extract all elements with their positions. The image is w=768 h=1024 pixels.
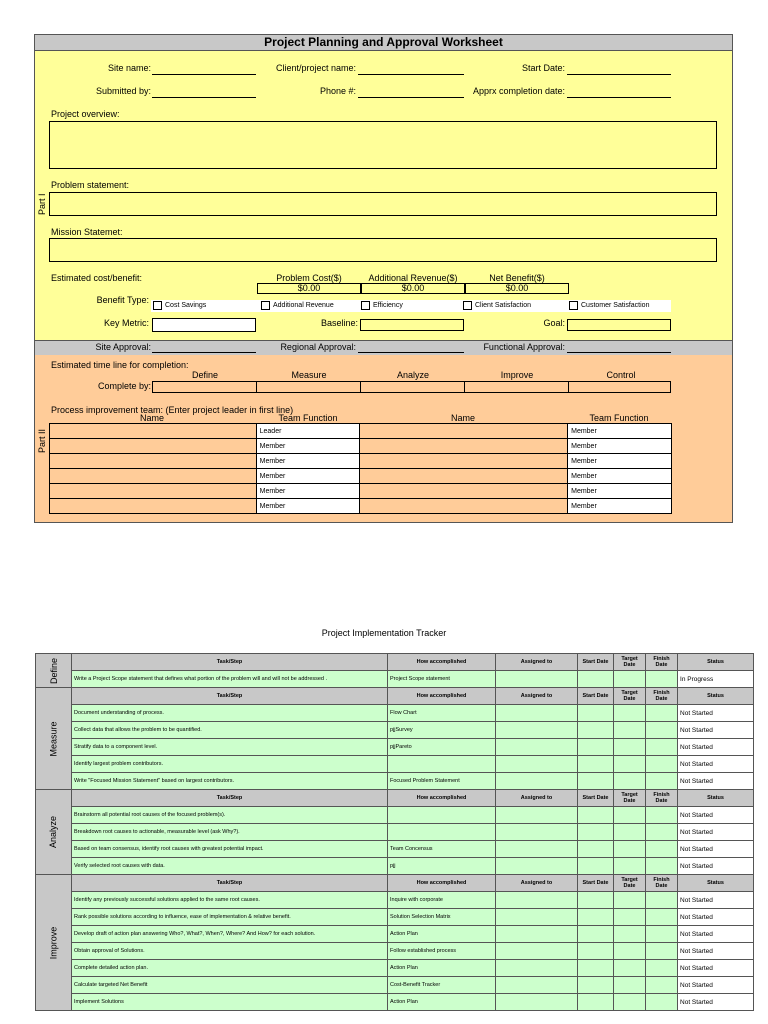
assigned-cell[interactable] bbox=[496, 909, 578, 926]
table-row bbox=[36, 756, 754, 773]
team-row bbox=[50, 499, 672, 514]
header-task: Task/Step bbox=[72, 790, 388, 807]
status-cell[interactable]: Not Started bbox=[678, 739, 754, 756]
checkbox-icon bbox=[463, 301, 472, 310]
task-cell: Calculate targeted Net Benefit bbox=[72, 977, 388, 994]
tracker-table bbox=[35, 653, 754, 1011]
status-cell[interactable]: Not Started bbox=[678, 892, 754, 909]
status-cell[interactable]: Not Started bbox=[678, 807, 754, 824]
how-cell[interactable] bbox=[388, 824, 496, 841]
finish-cell[interactable] bbox=[646, 977, 678, 994]
target-cell[interactable] bbox=[614, 722, 646, 739]
how-cell[interactable]: Team Concensus bbox=[388, 841, 496, 858]
target-cell[interactable] bbox=[614, 756, 646, 773]
team-function-cell[interactable]: Member bbox=[256, 499, 360, 514]
submitted-by-label: Submitted by: bbox=[95, 86, 151, 96]
table-row bbox=[36, 994, 754, 1011]
problem-cost-value[interactable]: $0.00 bbox=[257, 283, 361, 294]
how-cell[interactable] bbox=[388, 756, 496, 773]
team-name-cell[interactable] bbox=[360, 499, 568, 514]
phase-label-define: Define bbox=[36, 654, 72, 688]
team-name-cell[interactable] bbox=[360, 439, 568, 454]
assigned-cell[interactable] bbox=[496, 841, 578, 858]
team-function-cell[interactable]: Member bbox=[568, 484, 672, 499]
finish-cell[interactable] bbox=[646, 858, 678, 875]
problem-cost-label: Problem Cost($) bbox=[276, 273, 342, 283]
header-how: How accomplished bbox=[388, 875, 496, 892]
tracker-header-row bbox=[36, 654, 754, 671]
net-benefit-label: Net Benefit($) bbox=[489, 273, 545, 283]
status-cell[interactable]: Not Started bbox=[678, 926, 754, 943]
header-assigned: Assigned to bbox=[496, 654, 578, 671]
phase-control: Control bbox=[606, 370, 636, 380]
team-table bbox=[49, 423, 672, 514]
finish-cell[interactable] bbox=[646, 994, 678, 1011]
table-row bbox=[36, 858, 754, 875]
finish-cell[interactable] bbox=[646, 773, 678, 790]
target-cell[interactable] bbox=[614, 926, 646, 943]
team-name-cell[interactable] bbox=[50, 484, 257, 499]
target-cell[interactable] bbox=[614, 773, 646, 790]
target-cell[interactable] bbox=[614, 960, 646, 977]
task-cell: Breakdown root causes to actionable, measurable level (ask Why?). bbox=[72, 824, 388, 841]
team-name-header-right: Name bbox=[450, 413, 475, 423]
how-cell[interactable]: Flow Chart bbox=[388, 705, 496, 722]
status-cell[interactable]: Not Started bbox=[678, 705, 754, 722]
team-name-cell[interactable] bbox=[360, 484, 568, 499]
start-cell[interactable] bbox=[578, 773, 614, 790]
status-cell[interactable]: In Progress bbox=[678, 671, 754, 688]
phase-improve: Improve bbox=[500, 370, 534, 380]
finish-cell[interactable] bbox=[646, 926, 678, 943]
assigned-cell[interactable] bbox=[496, 943, 578, 960]
status-cell[interactable]: Not Started bbox=[678, 841, 754, 858]
start-cell[interactable] bbox=[578, 994, 614, 1011]
target-cell[interactable] bbox=[614, 739, 646, 756]
table-row bbox=[36, 909, 754, 926]
header-finish: Finish Date bbox=[646, 688, 678, 705]
header-target: Target Date bbox=[614, 790, 646, 807]
part-one-label: Part I bbox=[37, 193, 47, 215]
assigned-cell[interactable] bbox=[496, 756, 578, 773]
start-cell[interactable] bbox=[578, 807, 614, 824]
assigned-cell[interactable] bbox=[496, 824, 578, 841]
how-cell[interactable] bbox=[388, 807, 496, 824]
benefit-efficiency[interactable]: Efficiency bbox=[361, 300, 403, 312]
overview-input[interactable] bbox=[49, 121, 717, 169]
task-cell: Collect data that allows the problem to be quantified. bbox=[72, 722, 388, 739]
baseline-input[interactable] bbox=[360, 319, 464, 331]
header-start: Start Date bbox=[578, 654, 614, 671]
goal-label: Goal: bbox=[543, 318, 565, 328]
team-function-cell[interactable]: Member bbox=[568, 469, 672, 484]
table-row bbox=[36, 841, 754, 858]
phase-label-analyze: Analyze bbox=[36, 790, 72, 875]
header-how: How accomplished bbox=[388, 688, 496, 705]
task-cell: Complete detailed action plan. bbox=[72, 960, 388, 977]
task-cell: Obtain approval of Solutions. bbox=[72, 943, 388, 960]
assigned-cell[interactable] bbox=[496, 994, 578, 1011]
how-cell[interactable]: pjjPareto bbox=[388, 739, 496, 756]
start-cell[interactable] bbox=[578, 858, 614, 875]
status-cell[interactable]: Not Started bbox=[678, 960, 754, 977]
key-metric-label: Key Metric: bbox=[103, 318, 149, 328]
benefit-customer-satisfaction[interactable]: Customer Satisfaction bbox=[569, 300, 649, 312]
team-function-cell[interactable]: Member bbox=[568, 499, 672, 514]
team-name-cell[interactable] bbox=[360, 469, 568, 484]
team-name-cell[interactable] bbox=[50, 469, 257, 484]
regional-approval-label: Regional Approval: bbox=[280, 342, 356, 352]
header-task: Task/Step bbox=[72, 688, 388, 705]
header-target: Target Date bbox=[614, 654, 646, 671]
status-cell[interactable]: Not Started bbox=[678, 977, 754, 994]
tracker-header-row bbox=[36, 688, 754, 705]
task-cell: Document understanding of process. bbox=[72, 705, 388, 722]
target-cell[interactable] bbox=[614, 909, 646, 926]
assigned-cell[interactable] bbox=[496, 926, 578, 943]
header-start: Start Date bbox=[578, 790, 614, 807]
team-function-cell[interactable]: Member bbox=[568, 424, 672, 439]
team-function-cell[interactable]: Member bbox=[256, 484, 360, 499]
header-assigned: Assigned to bbox=[496, 875, 578, 892]
assigned-cell[interactable] bbox=[496, 739, 578, 756]
task-cell: Identify any previously successful solutions applied to the same root causes. bbox=[72, 892, 388, 909]
benefit-cost-savings[interactable]: Cost Savings bbox=[153, 300, 206, 312]
header-finish: Finish Date bbox=[646, 875, 678, 892]
header-task: Task/Step bbox=[72, 654, 388, 671]
target-cell[interactable] bbox=[614, 858, 646, 875]
problem-label: Problem statement: bbox=[51, 180, 130, 190]
start-cell[interactable] bbox=[578, 943, 614, 960]
part-one-section bbox=[35, 51, 732, 357]
start-cell[interactable] bbox=[578, 909, 614, 926]
team-row bbox=[50, 469, 672, 484]
task-cell: Brainstorm all potential root causes of the focused problem(s). bbox=[72, 807, 388, 824]
baseline-label: Baseline: bbox=[320, 318, 358, 328]
header-assigned: Assigned to bbox=[496, 688, 578, 705]
start-cell[interactable] bbox=[578, 926, 614, 943]
assigned-cell[interactable] bbox=[496, 773, 578, 790]
checkbox-icon bbox=[361, 301, 370, 310]
phase-define: Define bbox=[191, 370, 218, 380]
functional-approval-label: Functional Approval: bbox=[483, 342, 565, 352]
tracker-header-row bbox=[36, 790, 754, 807]
table-row bbox=[36, 671, 754, 688]
how-cell[interactable]: Inquire with corporate bbox=[388, 892, 496, 909]
assigned-cell[interactable] bbox=[496, 977, 578, 994]
complete-by-label: Complete by: bbox=[97, 381, 151, 391]
target-cell[interactable] bbox=[614, 705, 646, 722]
task-cell: Write a Project Scope statement that defines what portion of the problem will and will not be addressed . bbox=[72, 671, 388, 688]
table-row bbox=[36, 824, 754, 841]
assigned-cell[interactable] bbox=[496, 807, 578, 824]
header-how: How accomplished bbox=[388, 654, 496, 671]
site-approval-field[interactable] bbox=[152, 342, 256, 353]
header-task: Task/Step bbox=[72, 875, 388, 892]
status-cell[interactable]: Not Started bbox=[678, 756, 754, 773]
start-cell[interactable] bbox=[578, 824, 614, 841]
phase-measure: Measure bbox=[291, 370, 327, 380]
header-target: Target Date bbox=[614, 875, 646, 892]
overview-label: Project overview: bbox=[51, 109, 120, 119]
tracker-header-row bbox=[36, 875, 754, 892]
completion-date-field[interactable] bbox=[567, 87, 671, 98]
goal-input[interactable] bbox=[567, 319, 671, 331]
start-cell[interactable] bbox=[578, 739, 614, 756]
client-project-label: Client/project name: bbox=[275, 63, 356, 73]
how-cell[interactable]: pjjSurvey bbox=[388, 722, 496, 739]
start-cell[interactable] bbox=[578, 960, 614, 977]
worksheet-title: Project Planning and Approval Worksheet bbox=[35, 35, 732, 51]
phone-label: Phone #: bbox=[319, 86, 356, 96]
start-cell[interactable] bbox=[578, 977, 614, 994]
table-row bbox=[36, 705, 754, 722]
phase-label-improve: Improve bbox=[36, 875, 72, 1011]
team-function-cell[interactable]: Leader bbox=[256, 424, 360, 439]
team-row bbox=[50, 439, 672, 454]
part-two-label: Part II bbox=[37, 428, 47, 453]
finish-cell[interactable] bbox=[646, 960, 678, 977]
table-row bbox=[36, 926, 754, 943]
problem-input[interactable] bbox=[49, 192, 717, 216]
target-cell[interactable] bbox=[614, 824, 646, 841]
how-cell[interactable]: Cost-Benefit Tracker bbox=[388, 977, 496, 994]
checkbox-icon bbox=[153, 301, 162, 310]
finish-cell[interactable] bbox=[646, 909, 678, 926]
assigned-cell[interactable] bbox=[496, 858, 578, 875]
team-name-cell[interactable] bbox=[50, 499, 257, 514]
target-cell[interactable] bbox=[614, 841, 646, 858]
net-benefit-value[interactable]: $0.00 bbox=[465, 283, 569, 294]
team-function-cell[interactable]: Member bbox=[568, 454, 672, 469]
header-status: Status bbox=[678, 790, 754, 807]
header-how: How accomplished bbox=[388, 790, 496, 807]
finish-cell[interactable] bbox=[646, 943, 678, 960]
finish-cell[interactable] bbox=[646, 892, 678, 909]
team-name-header-left: Name bbox=[139, 413, 164, 423]
site-name-label: Site name: bbox=[107, 63, 151, 73]
task-cell: Identify largest problem contributors. bbox=[72, 756, 388, 773]
team-name-cell[interactable] bbox=[50, 439, 257, 454]
table-row bbox=[36, 773, 754, 790]
start-cell[interactable] bbox=[578, 722, 614, 739]
complete-by-row bbox=[152, 381, 671, 393]
header-start: Start Date bbox=[578, 688, 614, 705]
status-cell[interactable]: Not Started bbox=[678, 994, 754, 1011]
team-function-cell[interactable]: Member bbox=[568, 439, 672, 454]
benefit-additional-revenue[interactable]: Additional Revenue bbox=[261, 300, 334, 312]
how-cell[interactable]: Action Plan bbox=[388, 960, 496, 977]
task-cell: Develop draft of action plan answering Who?, What?, When?, Where? And How? for each solution. bbox=[72, 926, 388, 943]
benefit-type-label: Benefit Type: bbox=[96, 295, 149, 305]
additional-revenue-label: Additional Revenue($) bbox=[368, 273, 458, 283]
header-start: Start Date bbox=[578, 875, 614, 892]
finish-cell[interactable] bbox=[646, 722, 678, 739]
team-function-header-right: Team Function bbox=[589, 413, 649, 423]
team-name-cell[interactable] bbox=[360, 424, 568, 439]
header-status: Status bbox=[678, 688, 754, 705]
target-cell[interactable] bbox=[614, 943, 646, 960]
start-cell[interactable] bbox=[578, 841, 614, 858]
checkbox-icon bbox=[569, 301, 578, 310]
assigned-cell[interactable] bbox=[496, 960, 578, 977]
team-label: Process improvement team: (Enter project leader in first line) bbox=[51, 405, 294, 415]
header-finish: Finish Date bbox=[646, 790, 678, 807]
checkbox-icon bbox=[261, 301, 270, 310]
team-function-cell[interactable]: Member bbox=[256, 454, 360, 469]
how-cell[interactable]: pjj bbox=[388, 858, 496, 875]
finish-cell[interactable] bbox=[646, 807, 678, 824]
task-cell: Rank possible solutions according to influence, ease of implementation & relative benefit. bbox=[72, 909, 388, 926]
team-row bbox=[50, 484, 672, 499]
task-cell: Stratify data to a component level. bbox=[72, 739, 388, 756]
start-date-field[interactable] bbox=[567, 64, 671, 75]
header-assigned: Assigned to bbox=[496, 790, 578, 807]
how-cell[interactable]: Project Scope statement bbox=[388, 671, 496, 688]
team-row bbox=[50, 424, 672, 439]
additional-revenue-value[interactable]: $0.00 bbox=[361, 283, 465, 294]
header-status: Status bbox=[678, 654, 754, 671]
team-name-cell[interactable] bbox=[50, 454, 257, 469]
site-name-field[interactable] bbox=[152, 64, 256, 75]
status-cell[interactable]: Not Started bbox=[678, 773, 754, 790]
mission-input[interactable] bbox=[49, 238, 717, 262]
how-cell[interactable]: Focused Problem Statement bbox=[388, 773, 496, 790]
table-row bbox=[36, 960, 754, 977]
status-cell[interactable]: Not Started bbox=[678, 722, 754, 739]
table-row bbox=[36, 739, 754, 756]
table-row bbox=[36, 722, 754, 739]
how-cell[interactable]: Solution Selection Matrix bbox=[388, 909, 496, 926]
header-finish: Finish Date bbox=[646, 654, 678, 671]
approvals-strip bbox=[35, 340, 732, 356]
site-approval-label: Site Approval: bbox=[95, 342, 151, 352]
table-row bbox=[36, 977, 754, 994]
table-row bbox=[36, 943, 754, 960]
how-cell[interactable]: Follow established process bbox=[388, 943, 496, 960]
key-metric-input[interactable] bbox=[152, 318, 256, 332]
task-cell: Based on team consensus, identify root causes with greatest potential impact. bbox=[72, 841, 388, 858]
assigned-cell[interactable] bbox=[496, 671, 578, 688]
completion-date-label: Apprx completion date: bbox=[472, 86, 565, 96]
client-project-field[interactable] bbox=[358, 64, 464, 75]
target-cell[interactable] bbox=[614, 977, 646, 994]
team-row bbox=[50, 454, 672, 469]
phase-label-measure: Measure bbox=[36, 688, 72, 790]
status-cell[interactable]: Not Started bbox=[678, 858, 754, 875]
functional-approval-field[interactable] bbox=[567, 342, 671, 353]
start-date-label: Start Date: bbox=[521, 63, 565, 73]
how-cell[interactable]: Action Plan bbox=[388, 926, 496, 943]
finish-cell[interactable] bbox=[646, 756, 678, 773]
start-cell[interactable] bbox=[578, 705, 614, 722]
team-function-cell[interactable]: Member bbox=[256, 439, 360, 454]
status-cell[interactable]: Not Started bbox=[678, 943, 754, 960]
target-cell[interactable] bbox=[614, 994, 646, 1011]
finish-cell[interactable] bbox=[646, 705, 678, 722]
submitted-by-field[interactable] bbox=[152, 87, 256, 98]
tracker-title: Project Implementation Tracker bbox=[321, 628, 447, 638]
regional-approval-field[interactable] bbox=[358, 342, 464, 353]
planning-worksheet bbox=[34, 34, 733, 523]
finish-cell[interactable] bbox=[646, 671, 678, 688]
phone-field[interactable] bbox=[358, 87, 464, 98]
finish-cell[interactable] bbox=[646, 841, 678, 858]
finish-cell[interactable] bbox=[646, 739, 678, 756]
assigned-cell[interactable] bbox=[496, 892, 578, 909]
assigned-cell[interactable] bbox=[496, 705, 578, 722]
team-function-cell[interactable]: Member bbox=[256, 469, 360, 484]
team-name-cell[interactable] bbox=[360, 454, 568, 469]
target-cell[interactable] bbox=[614, 892, 646, 909]
mission-label: Mission Statemet: bbox=[51, 227, 123, 237]
status-cell[interactable]: Not Started bbox=[678, 824, 754, 841]
phase-analyze: Analyze bbox=[396, 370, 430, 380]
table-row bbox=[36, 807, 754, 824]
finish-cell[interactable] bbox=[646, 824, 678, 841]
status-cell[interactable]: Not Started bbox=[678, 909, 754, 926]
task-cell: Implement Solutions bbox=[72, 994, 388, 1011]
task-cell: Write "Focused Mission Statement" based on largest contributors. bbox=[72, 773, 388, 790]
part-two-section bbox=[35, 355, 732, 522]
start-cell[interactable] bbox=[578, 671, 614, 688]
header-target: Target Date bbox=[614, 688, 646, 705]
team-name-cell[interactable] bbox=[50, 424, 257, 439]
table-row bbox=[36, 892, 754, 909]
target-cell[interactable] bbox=[614, 807, 646, 824]
benefit-type-options bbox=[151, 300, 671, 312]
how-cell[interactable]: Action Plan bbox=[388, 994, 496, 1011]
target-cell[interactable] bbox=[614, 671, 646, 688]
task-cell: Verify selected root causes with data. bbox=[72, 858, 388, 875]
start-cell[interactable] bbox=[578, 756, 614, 773]
assigned-cell[interactable] bbox=[496, 722, 578, 739]
start-cell[interactable] bbox=[578, 892, 614, 909]
header-status: Status bbox=[678, 875, 754, 892]
timeline-label: Estimated time line for completion: bbox=[51, 360, 189, 370]
team-function-header-left: Team Function bbox=[278, 413, 338, 423]
benefit-client-satisfaction[interactable]: Client Satisfaction bbox=[463, 300, 531, 312]
cost-benefit-label: Estimated cost/benefit: bbox=[51, 273, 143, 283]
